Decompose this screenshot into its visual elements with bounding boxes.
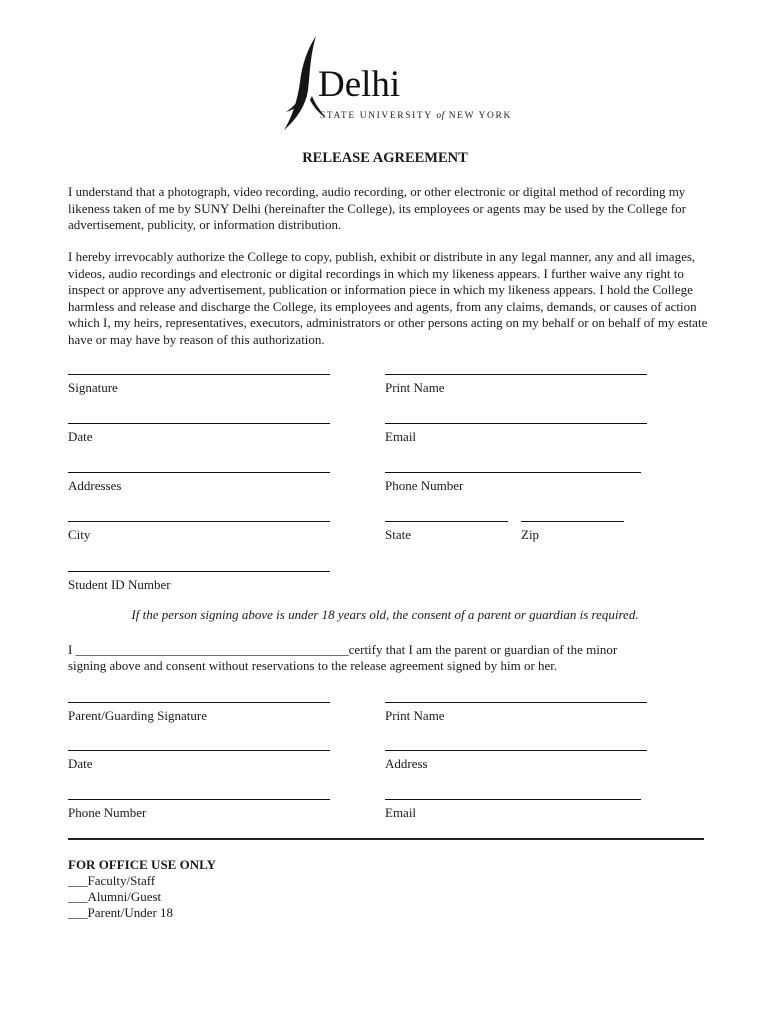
email-label: Email	[385, 429, 417, 444]
date-label: Date	[68, 429, 93, 444]
parent-date-label: Date	[68, 756, 93, 771]
parent-phone-label: Phone Number	[68, 805, 147, 820]
section-divider	[68, 838, 704, 840]
logo-wordmark: Delhi	[318, 64, 401, 105]
page-title: RELEASE AGREEMENT	[302, 150, 468, 166]
signature-line[interactable]	[68, 374, 330, 375]
office-option-alumni[interactable]: ___Alumni/Guest	[68, 889, 162, 904]
print-name-line[interactable]	[385, 374, 647, 375]
email-line[interactable]	[385, 423, 647, 424]
state-line[interactable]	[385, 521, 508, 522]
addresses-label: Addresses	[68, 478, 122, 493]
date-line[interactable]	[68, 423, 330, 424]
parent-signature-label: Parent/Guarding Signature	[68, 708, 207, 723]
student-id-label: Student ID Number	[68, 577, 171, 592]
parent-print-name-label: Print Name	[385, 708, 445, 723]
zip-line[interactable]	[521, 521, 624, 522]
phone-number-label: Phone Number	[385, 478, 464, 493]
parent-address-label: Address	[385, 756, 428, 771]
intro-paragraph: I understand that a photograph, video recording, audio recording, or other electronic or digital method of recording my likeness taken of me by SUNY Delhi (hereinafter the College), its employees or agents may be used by the College for advertisement, publicity, or information distribution.	[68, 184, 686, 233]
parent-email-line[interactable]	[385, 799, 641, 800]
parent-phone-line[interactable]	[68, 799, 330, 800]
parent-address-line[interactable]	[385, 750, 647, 751]
office-use-section	[68, 857, 216, 921]
zip-label: Zip	[521, 527, 540, 542]
city-line[interactable]	[68, 521, 330, 522]
office-use-heading: FOR OFFICE USE ONLY	[68, 857, 216, 872]
phone-number-line[interactable]	[385, 472, 641, 473]
certify-line-2: signing above and consent without reservations to the release agreement signed by him or her.	[68, 658, 558, 673]
addresses-line[interactable]	[68, 472, 330, 473]
parent-date-line[interactable]	[68, 750, 330, 751]
office-option-parent[interactable]: ___Parent/Under 18	[68, 905, 174, 920]
authorization-paragraph: I hereby irrevocably authorize the College to copy, publish, exhibit or distribute in any legal manner, any and all images, videos, audio recordings and electronic or digital recordings in which my likeness appears. I further waive any right to inspect or approve any advertisement, publication or information piece in which my likeness appears. I hold the College harmless and release and discharge the College, its employees and agents, from any claims, demands, or causes of action which I, my heirs, representatives, executors, administrators or other persons acting on my behalf or on behalf of my estate have or may have by reason of this authorization.	[68, 249, 708, 347]
logo-subtitle: STATE UNIVERSITY of NEW YORK	[320, 111, 512, 121]
office-option-faculty[interactable]: ___Faculty/Staff	[68, 873, 156, 888]
signature-label: Signature	[68, 380, 118, 395]
minor-consent-note: If the person signing above is under 18 years old, the consent of a parent or guardian is required.	[131, 607, 639, 622]
parent-email-label: Email	[385, 805, 417, 820]
state-label: State	[385, 527, 411, 542]
print-name-label: Print Name	[385, 380, 445, 395]
parent-print-name-line[interactable]	[385, 702, 647, 703]
city-label: City	[68, 527, 91, 542]
parent-signature-line[interactable]	[68, 702, 330, 703]
certify-line-1: I __________________________________________certify that I am the parent or guardian of the minor	[68, 642, 618, 657]
student-id-line[interactable]	[68, 571, 330, 572]
